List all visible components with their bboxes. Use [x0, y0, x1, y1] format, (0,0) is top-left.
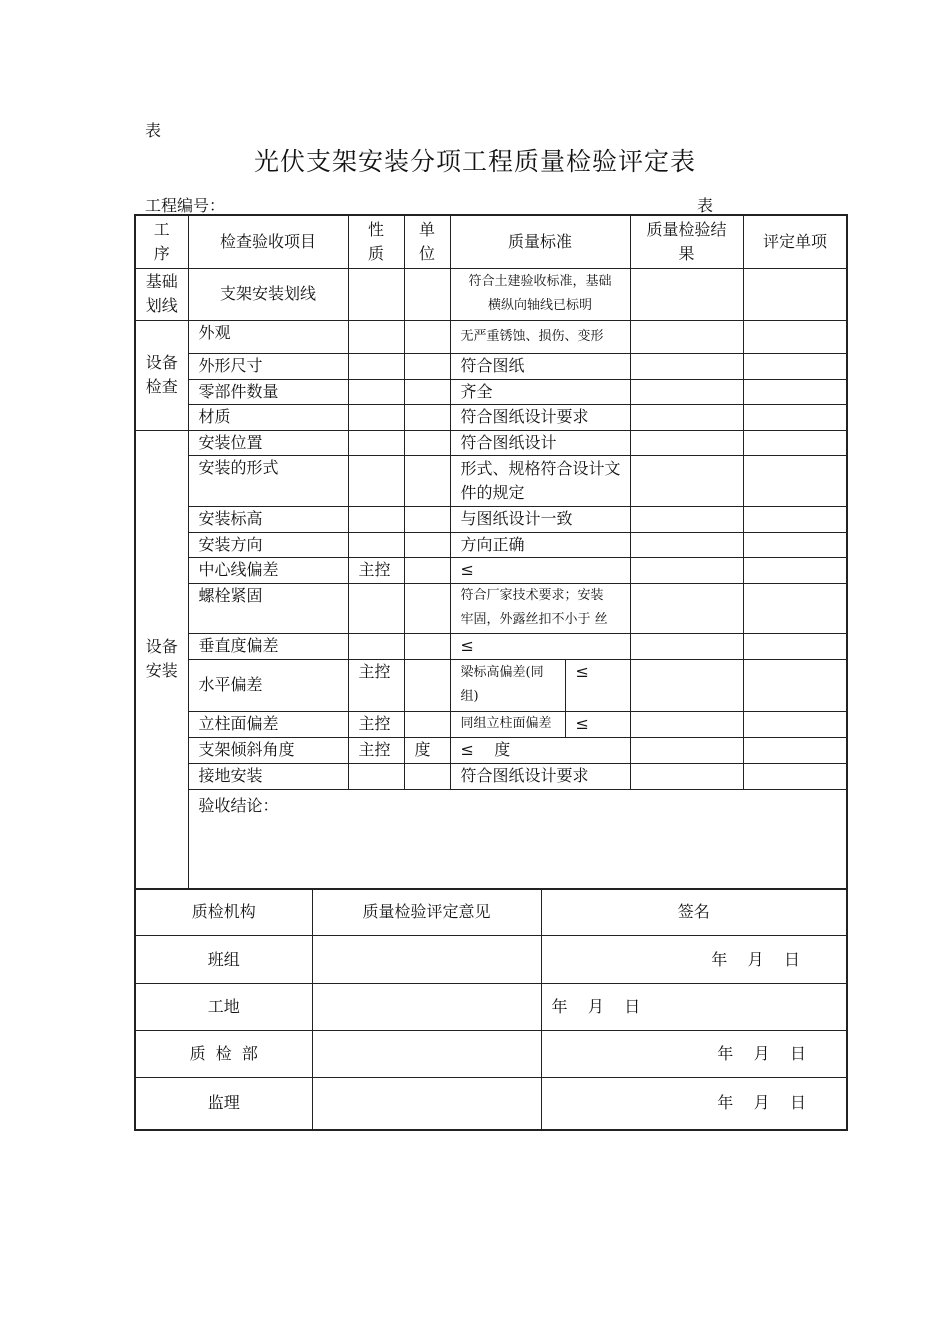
standard-cell: 符合图纸: [450, 353, 630, 379]
nature-cell: [348, 633, 404, 659]
standard-cell: ≤: [450, 633, 630, 659]
rating-cell[interactable]: [743, 268, 847, 320]
standard-cell: 无严重锈蚀、损伤、变形: [450, 320, 630, 353]
rating-cell[interactable]: [743, 737, 847, 763]
table-row: [135, 506, 847, 532]
nature-cell: [348, 320, 404, 353]
header-result: 质量检验结 果: [630, 215, 743, 268]
table-number-label: 表: [697, 196, 714, 215]
rating-cell[interactable]: [743, 659, 847, 711]
header-rating: 评定单项: [743, 215, 847, 268]
unit-cell: [404, 320, 450, 353]
result-cell[interactable]: [630, 737, 743, 763]
corner-label: 表: [145, 121, 162, 140]
sign-org: 监理: [135, 1078, 312, 1130]
unit-cell: [404, 659, 450, 711]
rating-cell[interactable]: [743, 404, 847, 430]
unit-cell: [404, 268, 450, 320]
item-cell: 外观: [188, 320, 348, 353]
rating-cell[interactable]: [743, 353, 847, 379]
unit-cell: [404, 506, 450, 532]
item-cell: 外形尺寸: [188, 353, 348, 379]
standard-cell: 与图纸设计一致: [450, 506, 630, 532]
sign-header-org: 质检机构: [135, 889, 312, 936]
table-row: [135, 557, 847, 583]
rating-cell[interactable]: [743, 583, 847, 633]
sign-opinion[interactable]: [312, 936, 541, 984]
table-row: [135, 379, 847, 404]
rating-cell[interactable]: [743, 506, 847, 532]
standard-cell: ≤ 度: [450, 737, 630, 763]
unit-cell: [404, 557, 450, 583]
table-row: [135, 455, 847, 506]
nature-cell: [348, 404, 404, 430]
unit-cell: [404, 379, 450, 404]
nature-cell: [348, 268, 404, 320]
sign-row: [135, 1078, 847, 1130]
header-seq: 工 序: [135, 215, 188, 268]
result-cell[interactable]: [630, 404, 743, 430]
conclusion-label: 验收结论：: [198, 795, 279, 815]
header-standard: 质量标准: [450, 215, 630, 268]
nature-cell: [348, 430, 404, 455]
table-row: [135, 711, 847, 737]
item-cell: 零部件数量: [188, 379, 348, 404]
sign-header-opinion: 质量检验评定意见: [312, 889, 541, 936]
sign-header-row: [135, 889, 847, 936]
unit-cell: [404, 353, 450, 379]
result-cell[interactable]: [630, 557, 743, 583]
sign-opinion[interactable]: [312, 984, 541, 1031]
nature-cell: 主控: [348, 557, 404, 583]
item-cell: 支架安装划线: [188, 268, 348, 320]
rating-cell[interactable]: [743, 379, 847, 404]
header-item: 检查验收项目: [188, 215, 348, 268]
result-cell[interactable]: [630, 353, 743, 379]
result-cell[interactable]: [630, 583, 743, 633]
conclusion-cell[interactable]: [188, 789, 847, 889]
unit-cell: [404, 583, 450, 633]
sign-row: [135, 936, 847, 984]
standard-cell: 方向正确: [450, 532, 630, 557]
result-cell[interactable]: [630, 430, 743, 455]
nature-cell: 主控: [348, 711, 404, 737]
result-cell[interactable]: [630, 711, 743, 737]
item-cell: 安装方向: [188, 532, 348, 557]
sign-row: [135, 984, 847, 1031]
table-row: [135, 633, 847, 659]
standard-cell: 形式、规格符合设计文 件的规定: [450, 455, 630, 506]
sign-date[interactable]: 年 月 日: [541, 984, 847, 1031]
inspection-table: [134, 214, 848, 890]
rating-cell[interactable]: [743, 633, 847, 659]
standard-limit-cell: ≤: [575, 661, 589, 681]
unit-cell: [404, 404, 450, 430]
table-row: [135, 320, 847, 353]
item-cell: 支架倾斜角度: [188, 737, 348, 763]
table-row: [135, 532, 847, 557]
standard-cell: 符合图纸设计要求: [450, 763, 630, 789]
standard-cell: 符合图纸设计要求: [450, 404, 630, 430]
rating-cell[interactable]: [743, 763, 847, 789]
standard-split-cell: [450, 711, 630, 737]
sign-org: 班组: [135, 936, 312, 984]
nature-cell: [348, 583, 404, 633]
nature-cell: 主控: [348, 737, 404, 763]
item-cell: 接地安装: [188, 763, 348, 789]
sign-opinion[interactable]: [312, 1078, 541, 1130]
nature-cell: [348, 353, 404, 379]
standard-cell: 符合厂家技术要求；安装 牢固，外露丝扣不小于 丝: [450, 583, 630, 633]
nature-cell: [348, 532, 404, 557]
table-row: [135, 737, 847, 763]
standard-cell: 同组立柱面偏差: [451, 712, 566, 737]
group-equipment-install: 设备 安装: [135, 430, 188, 889]
item-cell: 安装的形式: [188, 455, 348, 506]
item-cell: 水平偏差: [188, 659, 348, 711]
table-row: [135, 659, 847, 711]
unit-cell: 度: [404, 737, 450, 763]
rating-cell[interactable]: [743, 557, 847, 583]
rating-cell[interactable]: [743, 532, 847, 557]
unit-cell: [404, 763, 450, 789]
result-cell[interactable]: [630, 506, 743, 532]
item-cell: 立柱面偏差: [188, 711, 348, 737]
item-cell: 螺栓紧固: [188, 583, 348, 633]
nature-cell: [348, 455, 404, 506]
project-number-label: 工程编号：: [145, 196, 226, 215]
unit-cell: [404, 711, 450, 737]
standard-cell: 梁标高偏差(同 组): [451, 660, 566, 711]
item-cell: 安装标高: [188, 506, 348, 532]
nature-cell: 主控: [348, 659, 404, 711]
header-unit: 单 位: [404, 215, 450, 268]
table-row: [135, 268, 847, 320]
sign-date[interactable]: 年 月 日: [541, 1078, 847, 1130]
sign-date[interactable]: 年 月 日: [541, 1031, 847, 1078]
item-cell: 中心线偏差: [188, 557, 348, 583]
item-cell: 垂直度偏差: [188, 633, 348, 659]
result-cell[interactable]: [630, 532, 743, 557]
header-row: [135, 215, 847, 268]
table-row: [135, 404, 847, 430]
sign-org: 工地: [135, 984, 312, 1031]
standard-cell: ≤: [450, 557, 630, 583]
standard-cell: 符合土建验收标准，基础 横纵向轴线已标明: [450, 268, 630, 320]
sign-org: 质 检 部: [135, 1031, 312, 1078]
header-nature: 性 质: [348, 215, 404, 268]
rating-cell[interactable]: [743, 320, 847, 353]
result-cell[interactable]: [630, 320, 743, 353]
signature-table: [134, 888, 848, 1131]
item-cell: 安装位置: [188, 430, 348, 455]
sign-row: [135, 1031, 847, 1078]
unit-cell: [404, 455, 450, 506]
table-row: [135, 583, 847, 633]
result-cell[interactable]: [630, 268, 743, 320]
table-row: [135, 353, 847, 379]
standard-split-cell: [450, 659, 630, 711]
rating-cell[interactable]: [743, 455, 847, 506]
unit-cell: [404, 633, 450, 659]
result-cell[interactable]: [630, 633, 743, 659]
group-foundation: 基础 划线: [135, 268, 188, 320]
unit-cell: [404, 430, 450, 455]
group-equipment-check: 设备 检查: [135, 320, 188, 430]
item-cell: 材质: [188, 404, 348, 430]
table-row: [135, 430, 847, 455]
nature-cell: [348, 763, 404, 789]
rating-cell[interactable]: [743, 711, 847, 737]
nature-cell: [348, 379, 404, 404]
result-cell[interactable]: [630, 659, 743, 711]
conclusion-row: [135, 789, 847, 889]
unit-cell: [404, 532, 450, 557]
document-title: 光伏支架安装分项工程质量检验评定表: [253, 147, 696, 176]
sign-opinion[interactable]: [312, 1031, 541, 1078]
nature-cell: [348, 506, 404, 532]
result-cell[interactable]: [630, 379, 743, 404]
table-row: [135, 763, 847, 789]
result-cell[interactable]: [630, 763, 743, 789]
sign-header-signature: 签名: [541, 889, 847, 936]
standard-cell: 齐全: [450, 379, 630, 404]
sign-date[interactable]: 年 月 日: [541, 936, 847, 984]
result-cell[interactable]: [630, 455, 743, 506]
standard-limit-cell: ≤: [575, 713, 589, 733]
standard-cell: 符合图纸设计: [450, 430, 630, 455]
rating-cell[interactable]: [743, 430, 847, 455]
